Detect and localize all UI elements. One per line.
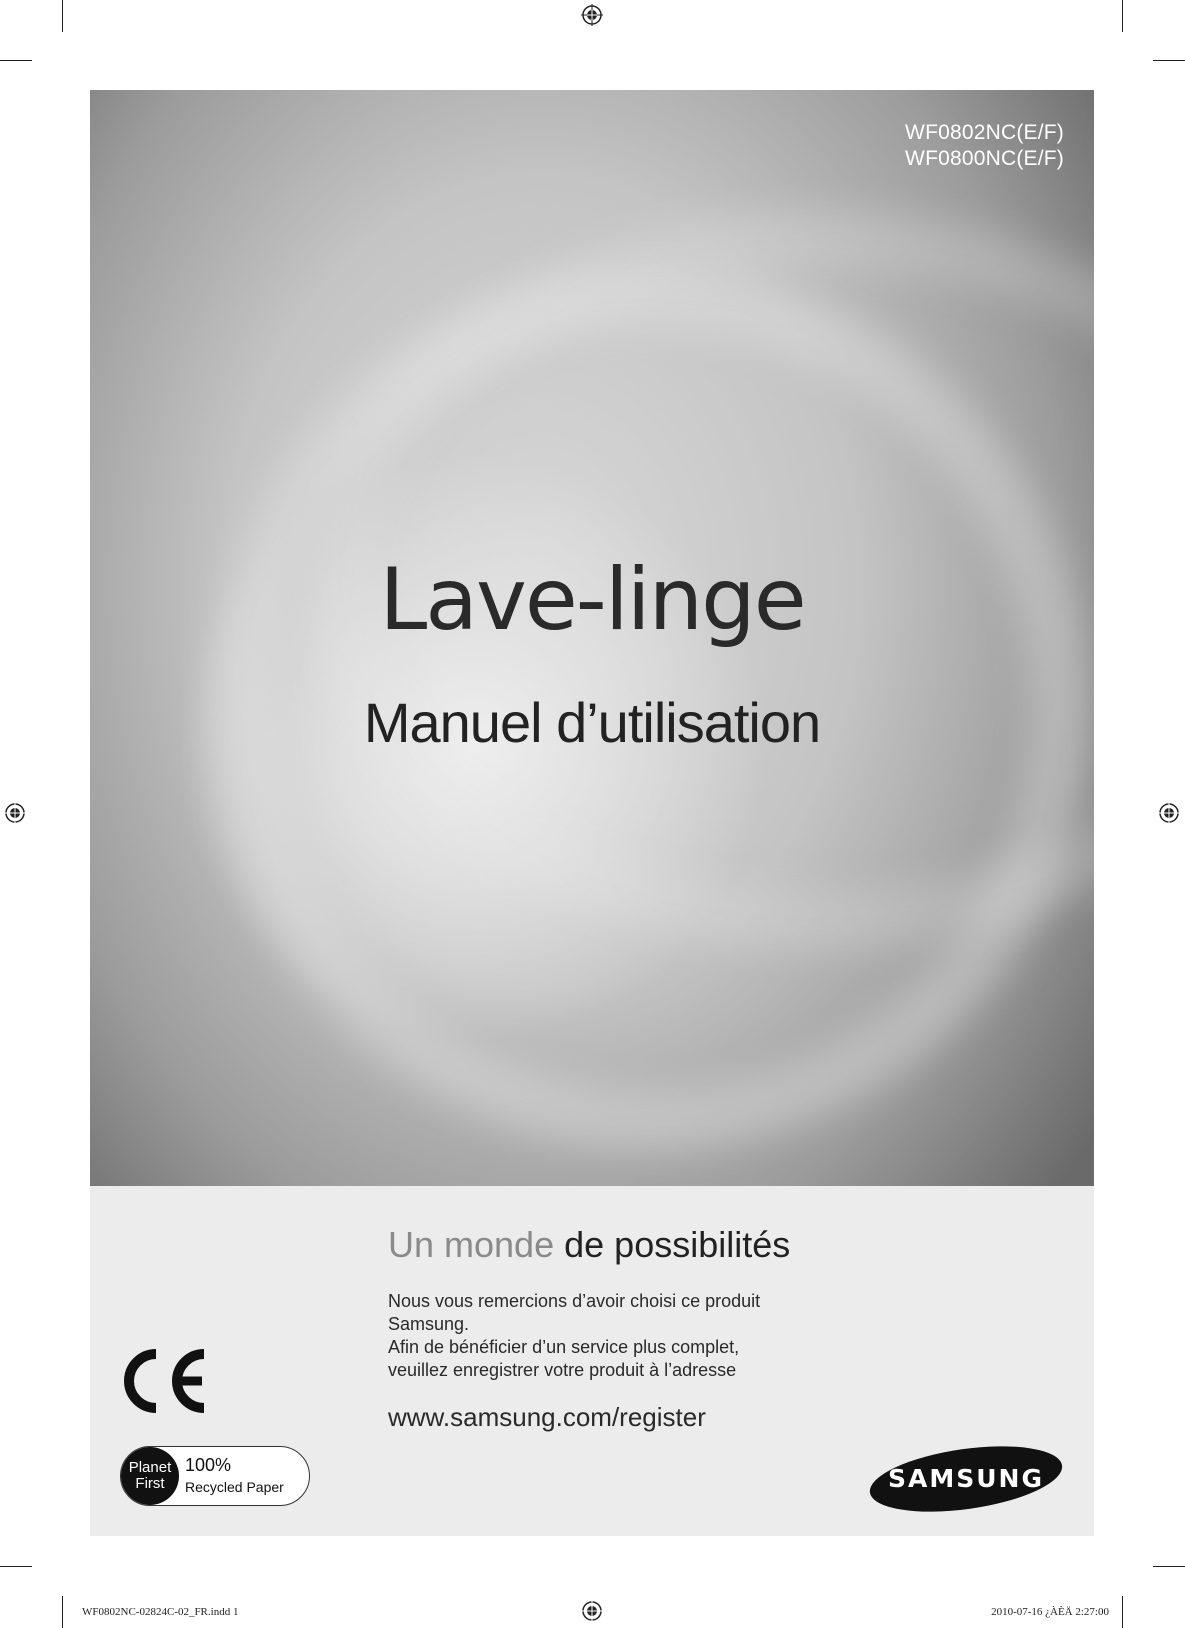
registration-mark-icon [1158, 802, 1180, 824]
document-subtitle: Manuel d’utilisation [363, 691, 821, 754]
ce-mark-icon [118, 1346, 210, 1421]
slug-timestamp: 2010-07-16 ¿ÀÈÄ 2:27:00 [991, 1606, 1109, 1618]
crop-mark-top-right-h [1153, 60, 1185, 61]
crop-mark-bottom-left-v [62, 1596, 63, 1628]
crop-mark-top-right-v [1122, 0, 1123, 32]
info-panel [90, 1186, 1094, 1536]
crop-mark-bottom-left-h [0, 1566, 32, 1567]
registration-mark-icon [581, 1600, 603, 1622]
slug-filename: WF0802NC-02824C-02_FR.indd 1 [82, 1606, 239, 1618]
registration-mark-icon [581, 4, 603, 26]
registration-mark-icon [4, 802, 26, 824]
tagline-dark: de possibilités [564, 1224, 791, 1265]
tagline-light: Un monde [388, 1224, 555, 1265]
thanks-line: Samsung. [388, 1314, 470, 1334]
planet-first-badge [120, 1446, 310, 1506]
model-number: WF0802NC(E/F) [905, 121, 1064, 144]
planet-first-logo [121, 1447, 179, 1505]
cover-image [90, 90, 1094, 1186]
model-numbers [905, 120, 1064, 172]
model-number: WF0800NC(E/F) [905, 147, 1064, 170]
thanks-line: Nous vous remercions d’avoir choisi ce produit [388, 1291, 761, 1311]
crop-mark-top-left-v [62, 0, 63, 32]
crop-mark-bottom-right-v [1122, 1596, 1123, 1628]
thanks-line: Afin de bénéficier d’un service plus complet, [388, 1337, 740, 1357]
crop-mark-top-left-h [0, 60, 32, 61]
tagline [388, 1224, 790, 1266]
planet-first-line: Planet [128, 1459, 172, 1476]
document-title: Lave-linge [379, 550, 805, 650]
samsung-wordmark: SAMSUNG [888, 1464, 1044, 1493]
thanks-paragraph [388, 1290, 808, 1382]
thanks-line: veuillez enregistrer votre produit à l’adresse [388, 1360, 737, 1380]
crop-mark-bottom-right-h [1153, 1566, 1185, 1567]
planet-first-line: First [135, 1475, 165, 1492]
register-link[interactable]: www.samsung.com/register [388, 1402, 706, 1432]
recycled-percent: 100% [185, 1455, 232, 1475]
recycled-label: Recycled Paper [185, 1479, 284, 1495]
samsung-logo [868, 1444, 1064, 1519]
